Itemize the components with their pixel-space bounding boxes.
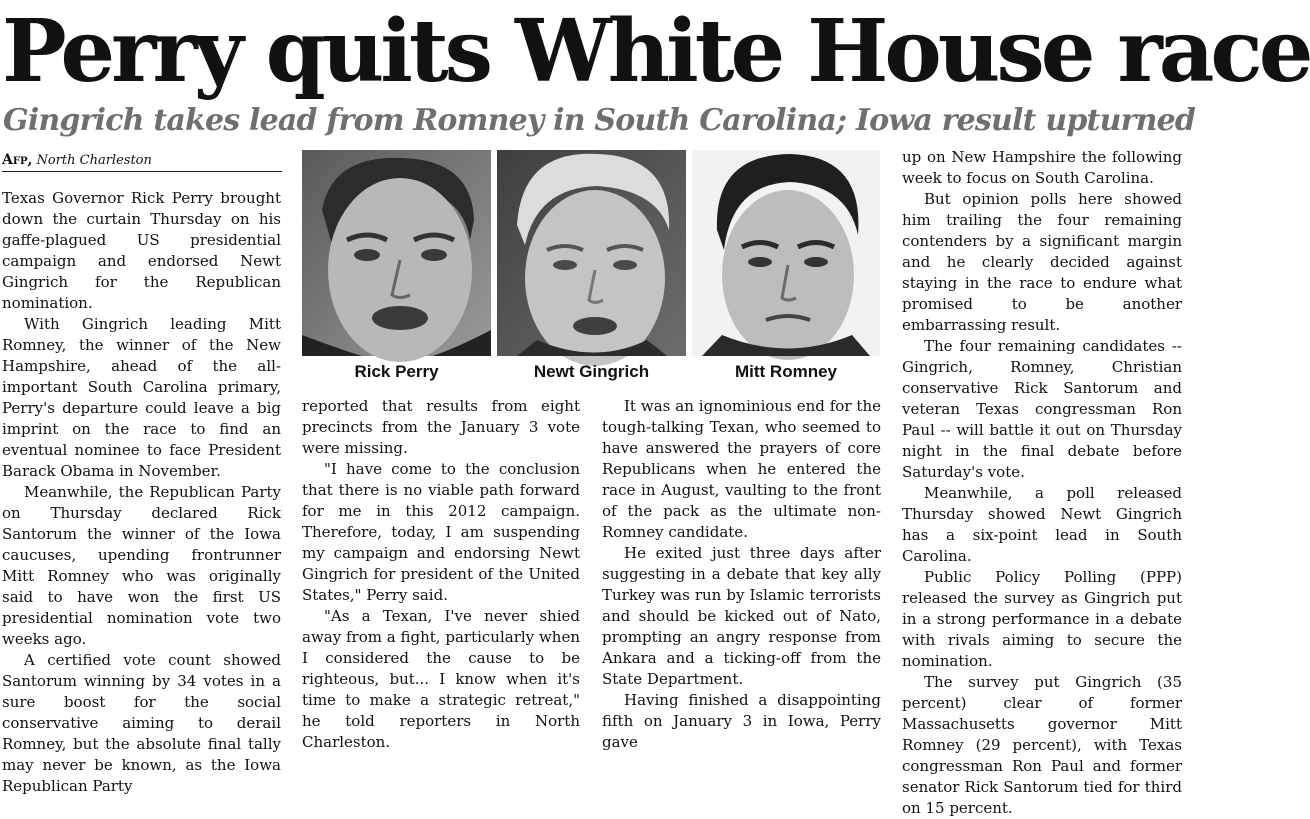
article-column-1	[2, 188, 281, 795]
rick-perry-photo	[302, 150, 491, 356]
subheadline: Gingrich takes lead from Romney in South Carolina; Iowa result upturned	[3, 103, 1196, 138]
article-paragraph: up on New Hampshire the following week to focus on South Carolina.	[902, 148, 1182, 187]
article-paragraph: It was an ignominious end for the tough-talking Texan, who seemed to have answered the prayers of core Republicans when he entered the race in August, vaulting to the front of the pack as the ultimate non-Romney candidate.	[602, 397, 881, 541]
article-paragraph: "I have come to the conclusion that there is no viable path forward for me in this 2012 campaign. Therefore, today, I am suspending my campaign and endorsing Newt Gingrich for president of the United States," Perry said.	[302, 460, 580, 604]
article-paragraph: A certified vote count showed Santorum winning by 34 votes in a sure boost for the social conservative aiming to derail Romney, but the absolute final tally may never be known, as the Iowa Republican Party	[2, 651, 281, 795]
mitt-romney-photo	[692, 150, 880, 356]
headline: Perry quits White House race	[2, 1, 1310, 102]
byline-location: North Charleston	[36, 153, 152, 168]
article-paragraph: Having finished a disappointing fifth on January 3 in Iowa, Perry gave	[602, 691, 881, 751]
article-paragraph: Public Policy Polling (PPP) released the survey as Gingrich put in a strong performance in a debate with rivals aiming to secure the nomination.	[902, 568, 1182, 670]
article-paragraph: With Gingrich leading Mitt Romney, the winner of the New Hampshire, ahead of the all-important South Carolina primary, Perry's departure could leave a big imprint on the race to find an eventual nominee to face President Barack Obama in November.	[2, 315, 281, 480]
article-column-4	[902, 147, 1182, 817]
article-paragraph: Meanwhile, the Republican Party on Thursday declared Rick Santorum the winner of the Iowa caucuses, upending frontrunner Mitt Romney who was originally said to have won the first US presidential nomination vote two weeks ago.	[2, 483, 281, 648]
article-paragraph: But opinion polls here showed him trailing the four remaining contenders by a significant margin and he clearly decided against staying in the race to endure what promised to be another embarrassing result.	[902, 190, 1182, 334]
article-paragraph: Texas Governor Rick Perry brought down the curtain Thursday on his gaffe-plagued US presidential campaign and endorsed Newt Gingrich for the Republican nomination.	[2, 189, 281, 312]
article-column-2	[302, 396, 580, 751]
article-paragraph: He exited just three days after suggesting in a debate that key ally Turkey was run by Islamic terrorists and should be kicked out of Nato, prompting an angry response from Ankara and a ticking-off from the State Department.	[602, 544, 881, 688]
article-paragraph: "As a Texan, I've never shied away from a fight, particularly when I considered the cause to be righteous, but... I know when it's time to make a strategic retreat," he told reporters in North Charleston.	[302, 607, 580, 751]
article-paragraph: The four remaining candidates -- Gingrich, Romney, Christian conservative Rick Santorum and veteran Texas congressman Ron Paul -- will battle it out on Thursday night in the final debate before Saturday's vote.	[902, 337, 1182, 481]
article-column-3	[602, 396, 881, 751]
newt-gingrich-photo	[497, 150, 686, 356]
mitt-romney-portrait-icon	[692, 150, 880, 356]
byline-agency: Afp,	[2, 152, 33, 168]
photo-caption-mitt-romney: Mitt Romney	[735, 362, 837, 381]
byline	[2, 150, 282, 172]
rick-perry-portrait-icon	[302, 150, 491, 356]
article-paragraph: Meanwhile, a poll released Thursday showed Newt Gingrich has a six-point lead in South Carolina.	[902, 484, 1182, 565]
article-paragraph: The survey put Gingrich (35 percent) clear of former Massachusetts governor Mitt Romney (29 percent), with Texas congressman Ron Paul and former senator Rick Santorum tied for third on 15 percent.	[902, 673, 1182, 817]
photo-caption-newt-gingrich: Newt Gingrich	[533, 362, 650, 381]
photo-caption-rick-perry: Rick Perry	[354, 362, 439, 381]
newt-gingrich-portrait-icon	[497, 150, 686, 356]
article-paragraph: reported that results from eight precincts from the January 3 vote were missing.	[302, 397, 580, 457]
